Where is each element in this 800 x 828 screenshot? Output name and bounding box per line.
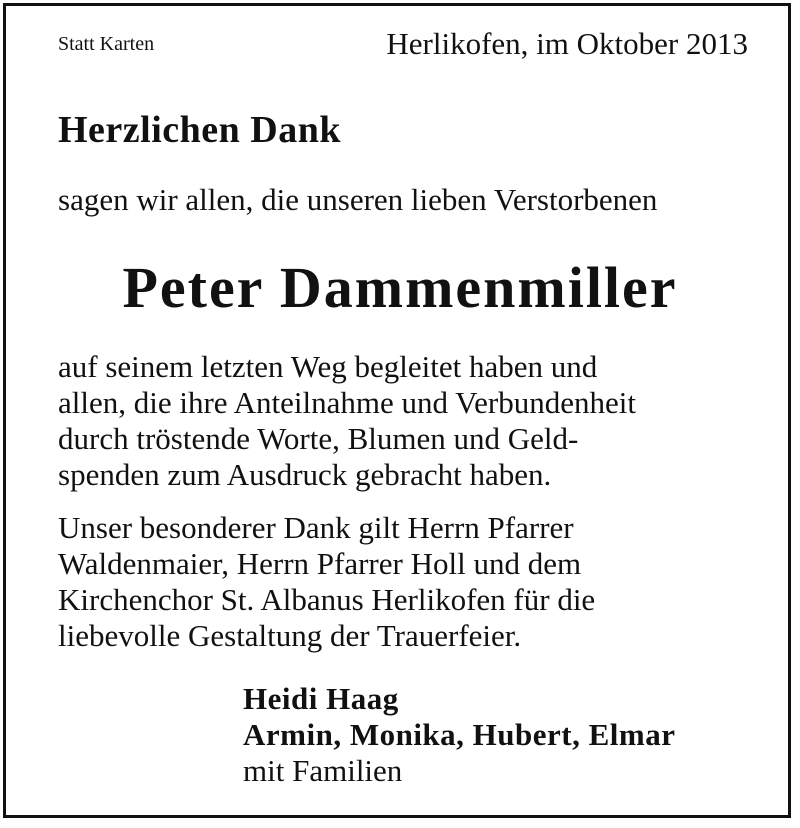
statt-karten-label: Statt Karten — [58, 33, 155, 55]
intro-text: sagen wir allen, die unseren lieben Verstorbenen — [58, 182, 658, 217]
thanks-paragraph-1 — [58, 349, 636, 493]
paragraph-line: durch tröstende Worte, Blumen und Geld- — [58, 421, 579, 456]
paragraph-line: Unser besonderer Dank gilt Herrn Pfarrer — [58, 510, 574, 545]
paragraph-line: allen, die ihre Anteilnahme und Verbundenheit — [58, 385, 636, 420]
notice-heading: Herzlichen Dank — [58, 109, 341, 151]
deceased-name: Peter Dammenmiller — [122, 255, 678, 320]
signature-line: Armin, Monika, Hubert, Elmar — [243, 717, 676, 752]
paragraph-line: auf seinem letzten Weg begleitet haben und — [58, 349, 598, 384]
paragraph-line: Waldenmaier, Herrn Pfarrer Holl und dem — [58, 546, 582, 581]
signature-line: mit Familien — [243, 753, 403, 788]
signature-block — [243, 681, 676, 789]
paragraph-line: spenden zum Ausdruck gebracht haben. — [58, 457, 552, 492]
paragraph-line: Kirchenchor St. Albanus Herlikofen für die — [58, 582, 596, 617]
paragraph-line: liebevolle Gestaltung der Trauerfeier. — [58, 618, 522, 653]
thanks-paragraph-2 — [58, 510, 595, 654]
signature-line: Heidi Haag — [243, 681, 399, 716]
place-date: Herlikofen, im Oktober 2013 — [386, 26, 748, 61]
